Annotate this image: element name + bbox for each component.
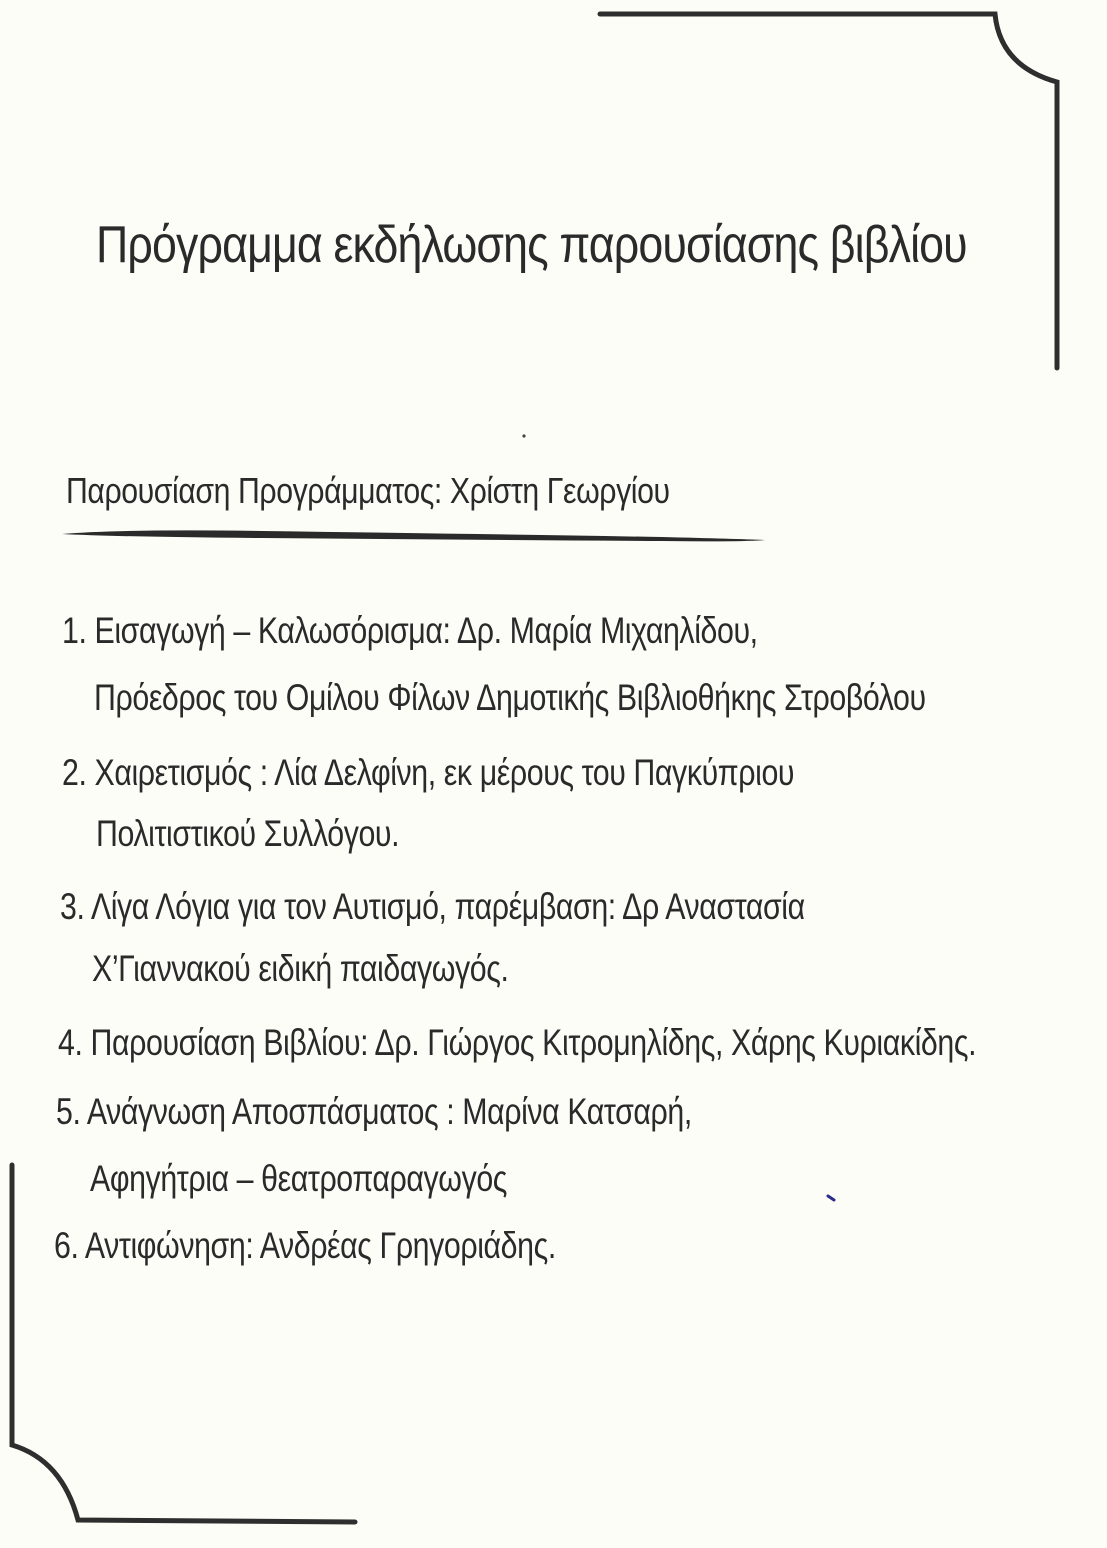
- program-item-4-line1: [58, 1017, 976, 1069]
- program-item-3-line1: [60, 881, 805, 933]
- program-item-2-text: Χαιρετισμός : Λία Δελφίνη, εκ μέρους του Παγκύπριου: [94, 752, 795, 793]
- program-item-1-line2: Πρόεδρος του Ομίλου Φίλων Δημοτικής Βιβλιοθήκης Στροβόλου: [94, 677, 926, 718]
- program-item-3-number: 3.: [60, 886, 85, 927]
- document-title: Πρόγραμμα εκδήλωσης παρουσίασης βιβλίου: [96, 216, 967, 274]
- program-item-5-line1: [56, 1086, 692, 1138]
- program-item-5-number: 5.: [56, 1091, 81, 1132]
- program-item-6-text: Αντιφώνηση: Ανδρέας Γρηγοριάδης.: [84, 1225, 556, 1266]
- program-item-2-number: 2.: [62, 752, 87, 793]
- program-item-4-text: Παρουσίαση Βιβλίου: Δρ. Γιώργος Κιτρομηλίδης, Χάρης Κυριακίδης.: [90, 1022, 977, 1063]
- program-item-1-number: 1.: [62, 610, 87, 651]
- program-item-4-number: 4.: [58, 1022, 83, 1063]
- program-item-1-line1: [62, 605, 758, 657]
- program-item-3-line2: Χ’Γιαννακού ειδική παιδαγωγός.: [92, 948, 509, 989]
- section-divider: [62, 526, 766, 546]
- program-item-1-text: Εισαγωγή – Καλωσόρισμα: Δρ. Μαρία Μιχαηλίδου,: [94, 610, 758, 651]
- program-item-3-text: Λίγα Λόγια για τον Αυτισμό, παρέμβαση: Δρ Αναστασία: [90, 886, 805, 927]
- program-item-2-line1: [62, 747, 794, 799]
- program-item-2-line2: Πολιτιστικού Συλλόγου.: [96, 813, 400, 854]
- program-item-5-line2: Αφηγήτρια – θεατροπαραγωγός: [90, 1158, 508, 1199]
- program-item-6-line1: [54, 1220, 556, 1272]
- program-presenter: Παρουσίαση Προγράμματος: Χρίστη Γεωργίου: [66, 470, 670, 511]
- program-item-6-number: 6.: [54, 1225, 79, 1266]
- program-item-5-text: Ανάγνωση Αποσπάσματος : Μαρίνα Κατσαρή,: [86, 1091, 692, 1132]
